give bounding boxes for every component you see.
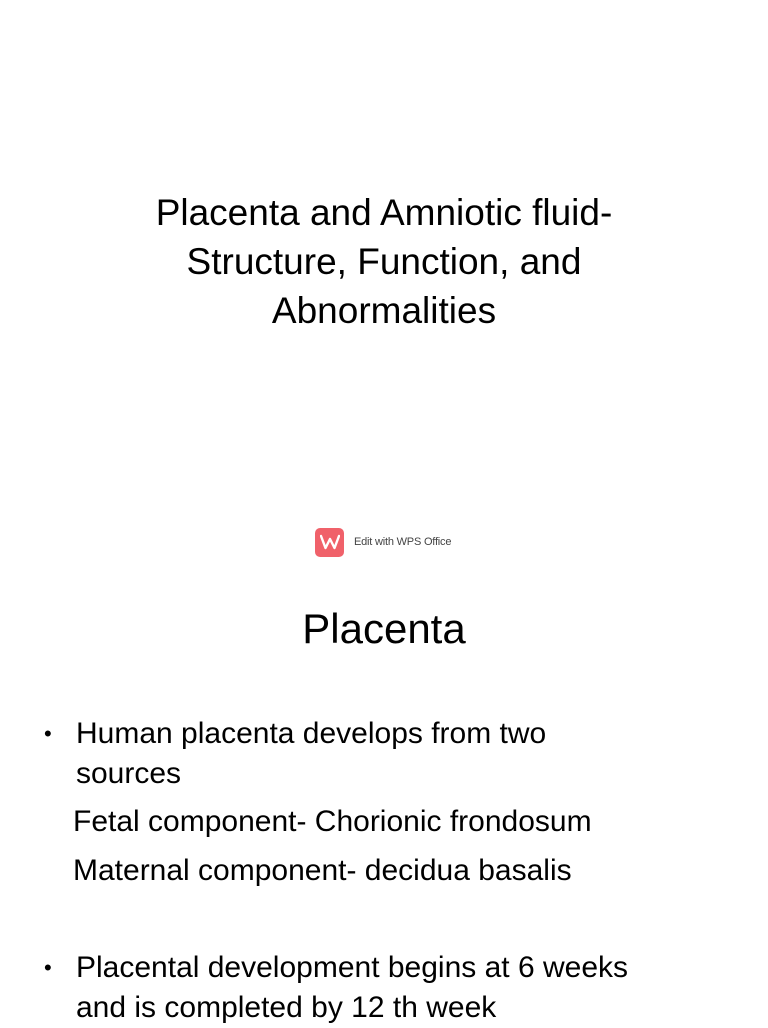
section-heading: Placenta [302, 605, 466, 652]
title-line-3: Abnormalities [271, 290, 497, 331]
sub-line-fetal: Fetal component- Chorionic frondosum [73, 805, 592, 838]
title-line-2: Structure, Function, and [186, 241, 582, 282]
bullet-dot-icon: • [44, 955, 52, 980]
bullet-line: Placental development begins at 6 weeks [76, 951, 629, 984]
bullet-item [40, 948, 740, 1028]
bullet-line: and is completed by 12 th week [76, 991, 497, 1024]
wps-logo-icon [315, 528, 344, 557]
sub-line-maternal: Maternal component- decidua basalis [73, 854, 572, 887]
bullet-row [40, 948, 740, 1028]
bullet-line: sources [76, 757, 182, 790]
wps-watermark-text: Edit with WPS Office [354, 536, 452, 548]
wps-w-glyph [320, 534, 340, 550]
bullet-item [40, 714, 740, 794]
bullet-dot-icon: • [44, 721, 52, 746]
title-line-1: Placenta and Amniotic fluid- [155, 192, 613, 233]
wps-watermark[interactable] [315, 527, 451, 557]
bullet-line: Human placenta develops from two [76, 717, 547, 750]
bullet-row [40, 714, 740, 794]
slide-title [40, 188, 728, 335]
